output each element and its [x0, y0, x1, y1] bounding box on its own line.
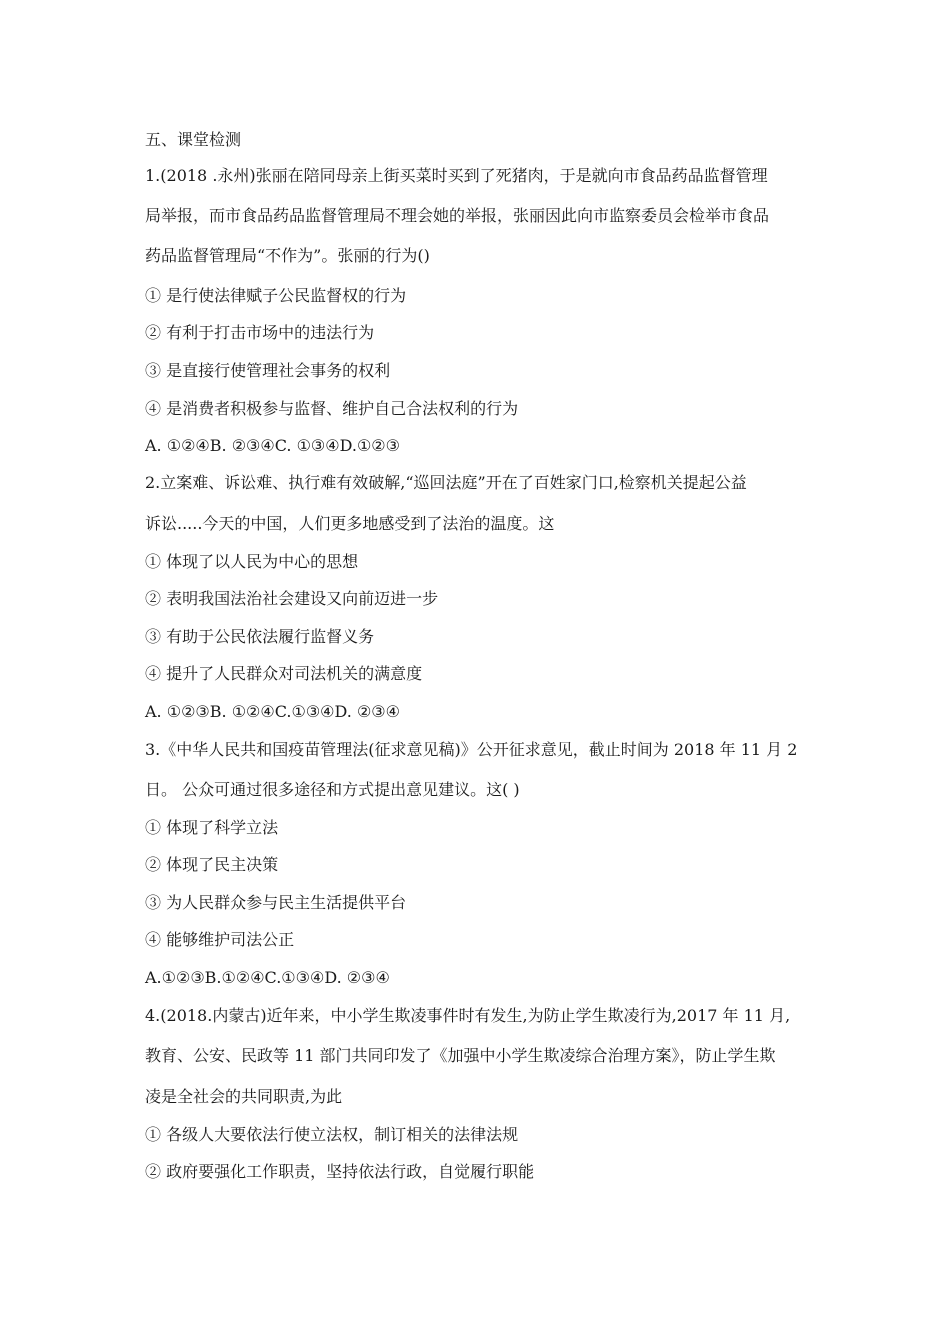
q3-stem-line-1: 3.《中华人民共和国疫苗管理法(征求意见稿)》公开征求意见，截止时间为 2018 年 11 月 2	[145, 740, 798, 759]
q2-stem-line-1: 2.立案难、诉讼难、执行难有效破解,“巡回法庭”开在了百姓家门口,检察机关提起公益	[145, 473, 747, 492]
q1-answer-choices: A. ①②④B. ②③④C. ①③④D.①②③	[145, 436, 400, 455]
q1-stem-line-1: 1.(2018 .永州)张丽在陪同母亲上街买菜时买到了死猪肉，于是就向市食品药品监督管理	[145, 166, 768, 185]
q1-option-1: ① 是行使法律赋子公民监督权的行为	[145, 286, 407, 305]
q4-stem-line-2: 教育、公安、民政等 11 部门共同印发了《加强中小学生欺凌综合治理方案》，防止学生欺	[145, 1046, 776, 1065]
q2-stem-line-2: 诉讼.....今天的中国，人们更多地感受到了法治的温度。这	[145, 514, 555, 533]
q3-answer-choices: A.①②③B.①②④C.①③④D. ②③④	[145, 968, 390, 987]
q2-option-3: ③ 有助于公民依法履行监督义务	[145, 627, 375, 646]
q1-option-4: ④ 是消费者积极参与监督、维护自己合法权利的行为	[145, 399, 519, 418]
q4-option-1: ① 各级人大要依法行使立法权，制订相关的法律法规	[145, 1125, 519, 1144]
q4-stem-line-3: 凌是全社会的共同职责,为此	[145, 1087, 343, 1106]
q2-option-4: ④ 提升了人民群众对司法机关的满意度	[145, 664, 423, 683]
q1-stem-line-2: 局举报，而市食品药品监督管理局不理会她的举报，张丽因此向市监察委员会检举市食品	[145, 206, 770, 225]
q3-option-1: ① 体现了科学立法	[145, 818, 279, 837]
q1-option-2: ② 有利于打击市场中的违法行为	[145, 323, 375, 342]
q2-option-1: ① 体现了以人民为中心的思想	[145, 552, 359, 571]
q2-answer-choices: A. ①②③B. ①②④C.①③④D. ②③④	[145, 702, 400, 721]
q3-option-2: ② 体现了民主决策	[145, 855, 279, 874]
q1-stem-line-3: 药品监督管理局“不作为”。张丽的行为()	[145, 246, 430, 265]
q4-option-2: ② 政府要强化工作职责，坚持依法行政，自觉履行职能	[145, 1162, 535, 1181]
q1-option-3: ③ 是直接行使管理社会事务的权利	[145, 361, 391, 380]
q3-option-4: ④ 能够维护司法公正	[145, 930, 295, 949]
q2-option-2: ② 表明我国法治社会建设又向前迈进一步	[145, 589, 439, 608]
section-title: 五、课堂检测	[145, 130, 242, 149]
q3-option-3: ③ 为人民群众参与民主生活提供平台	[145, 893, 407, 912]
q4-stem-line-1: 4.(2018.内蒙古)近年来，中小学生欺凌事件时有发生,为防止学生欺凌行为,2017 年 11 月,	[145, 1006, 791, 1025]
q3-stem-line-2: 日。 公众可通过很多途径和方式提出意见建议。这( )	[145, 780, 520, 799]
